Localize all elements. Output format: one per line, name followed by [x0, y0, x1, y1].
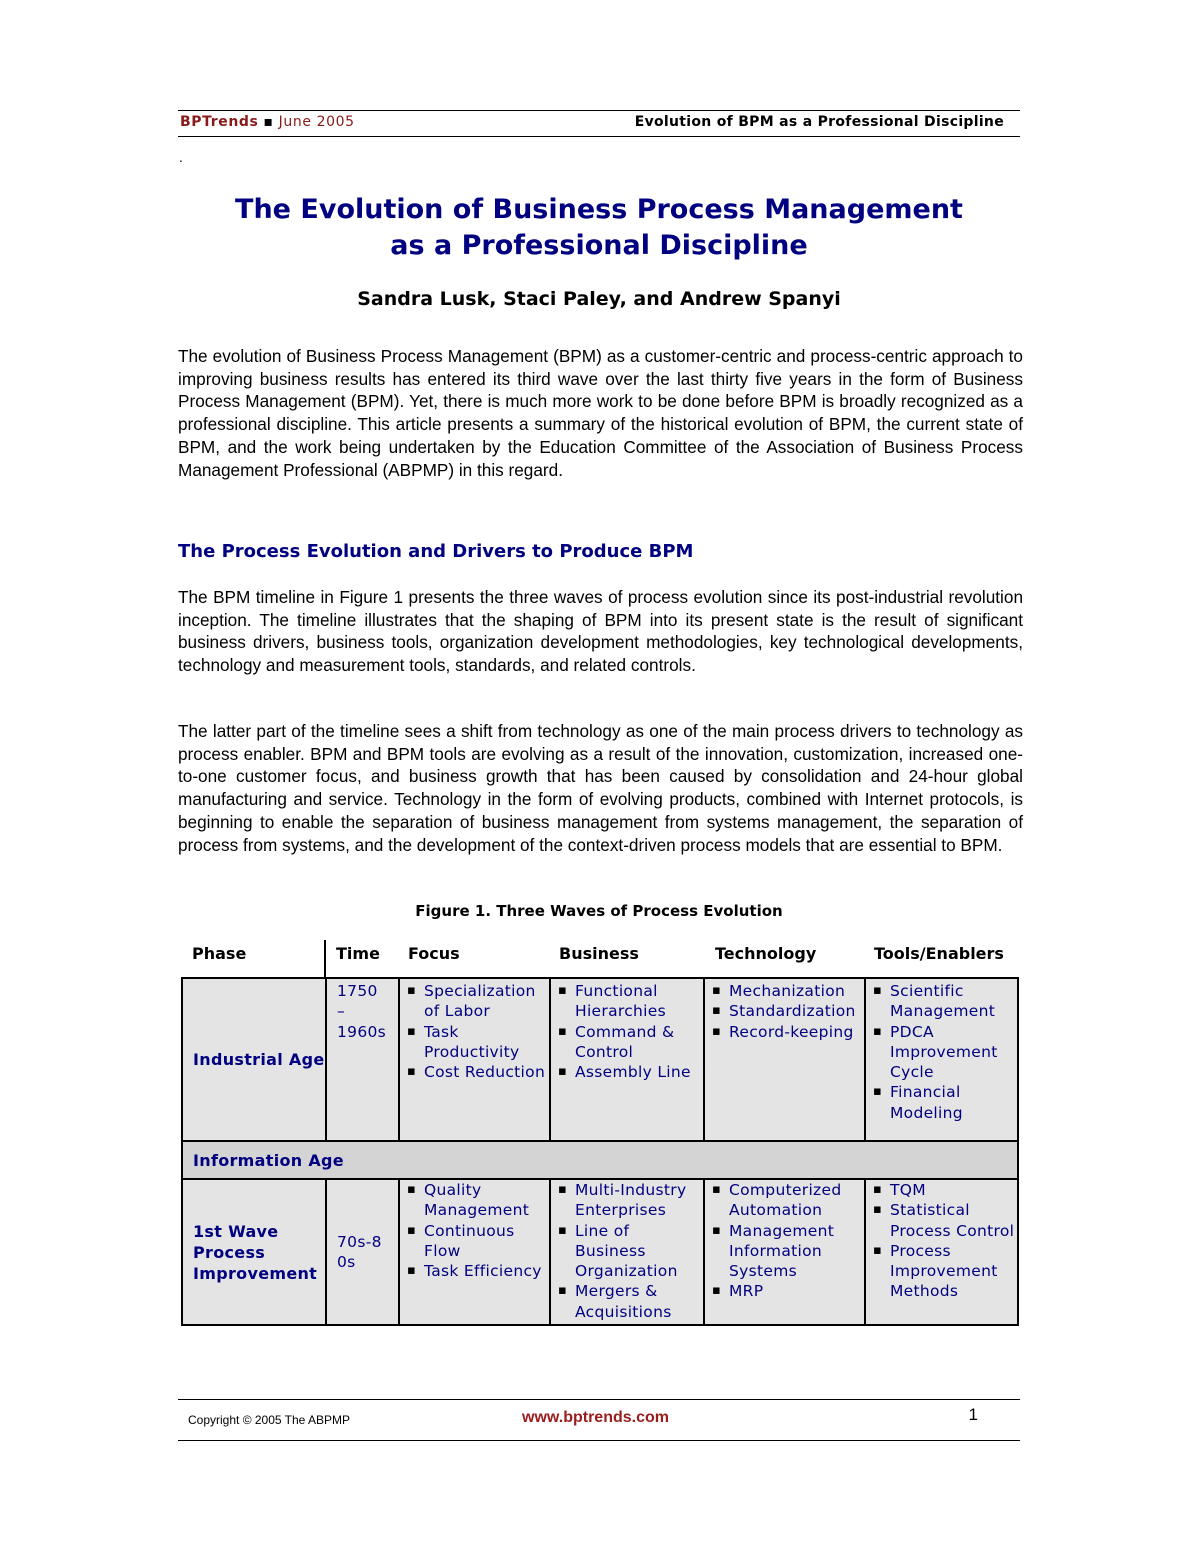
list-item: ▪ Management Information Systems: [729, 1221, 864, 1282]
row-phase-label: 1st Wave Process Improvement: [193, 1221, 318, 1283]
list-item: ▪ Standardization: [729, 1001, 864, 1021]
technology-list: [705, 1180, 864, 1302]
list-item: ▪ Mergers & Acquisitions: [575, 1281, 703, 1322]
col-header-business: Business: [559, 944, 639, 963]
section-heading: The Process Evolution and Drivers to Produce BPM: [178, 541, 694, 562]
list-item: ▪ Line of Business Organization: [575, 1221, 703, 1282]
row-time-value: 70s-80s: [337, 1232, 382, 1271]
list-item: ▪ Statistical Process Control: [890, 1200, 1017, 1241]
row-business-cell: [551, 1180, 705, 1326]
list-item: ▪ Computerized Automation: [729, 1180, 864, 1221]
tools-list: [866, 981, 1017, 1123]
article-authors: Sandra Lusk, Staci Paley, and Andrew Spanyi: [357, 288, 841, 310]
header-title: Evolution of BPM as a Professional Discipline: [634, 114, 1004, 130]
list-item: ▪ Mechanization: [729, 981, 864, 1001]
list-item: ▪ TQM: [890, 1180, 1017, 1200]
list-item: ▪ Continuous Flow: [424, 1221, 549, 1262]
row-focus-cell: [400, 979, 551, 1142]
list-item: ▪ Process Improvement Methods: [890, 1241, 1017, 1302]
list-item: ▪ Scientific Management: [890, 981, 1017, 1022]
row-time-cell: 1750 – 1960s: [327, 979, 400, 1142]
body-paragraph-1: The BPM timeline in Figure 1 presents the three waves of process evolution since its post-industrial revolution inception. The timeline illustrates that the shaping of BPM into its present state is the result of significant business drivers, business tools, organization development methodologies, key technological developments, technology and measurement tools, standards, and related controls.: [178, 587, 1023, 676]
body-paragraph-2: The latter part of the timeline sees a shift from technology as one of the main process drivers to technology as process enabler. BPM and BPM tools are evolving as a result of the innovation, customization, increased one-to-one customer focus, and business growth that has been caused by consolidation and 24-hour global manufacturing and service. Technology in the form of evolving products, combined with Internet protocols, is beginning to enable the separation of business management from systems management, the separation of process from systems, and the development of the context-driven process models that are essential to BPM.: [178, 721, 1023, 855]
list-item: ▪ Quality Management: [424, 1180, 549, 1221]
row-phase-label: Industrial Age: [193, 1050, 325, 1069]
list-item: ▪ Record-keeping: [729, 1022, 864, 1042]
list-item: ▪ Cost Reduction: [424, 1062, 549, 1082]
row-tools-cell: [866, 1180, 1019, 1326]
footer-copyright: Copyright © 2005 The ABPMP: [188, 1413, 351, 1427]
focus-list: [400, 1180, 549, 1281]
row-tools-cell: [866, 979, 1019, 1142]
list-item: ▪ Functional Hierarchies: [575, 981, 703, 1022]
col-header-time: Time: [336, 944, 380, 963]
page-number: 1: [968, 1405, 978, 1424]
row-business-cell: [551, 979, 705, 1142]
evolution-table: [181, 940, 1019, 1326]
running-header: [178, 110, 1020, 137]
row-technology-cell: [705, 1180, 866, 1326]
list-item: ▪ Command & Control: [575, 1022, 703, 1063]
article-title: [178, 192, 1020, 264]
footer-url-link[interactable]: www.bptrends.com: [522, 1409, 669, 1426]
business-list: [551, 1180, 703, 1322]
col-header-focus: Focus: [408, 944, 460, 963]
list-item: ▪ Specialization of Labor: [424, 981, 549, 1022]
technology-list: [705, 981, 864, 1042]
header-divider: [324, 940, 326, 978]
header-date: June 2005: [278, 114, 355, 130]
row-focus-cell: [400, 1180, 551, 1326]
list-item: ▪ Task Efficiency: [424, 1261, 549, 1281]
span-row-label: Information Age: [193, 1150, 344, 1170]
row-time-cell: [327, 1180, 400, 1326]
list-item: ▪ MRP: [729, 1281, 864, 1301]
header-brand: BPTrends: [180, 114, 259, 130]
row-phase-cell: [183, 979, 327, 1142]
stray-mark: .: [179, 151, 183, 165]
list-item: ▪ Task Productivity: [424, 1022, 549, 1063]
list-item: ▪ Financial Modeling: [890, 1082, 1017, 1123]
span-row-cell: [183, 1142, 1019, 1180]
list-item: ▪ Assembly Line: [575, 1062, 703, 1082]
abstract-paragraph: The evolution of Business Process Management (BPM) as a customer-centric and process-centric approach to improving business results has entered its third wave over the last thirty five years in the form of Business Process Management (BPM). Yet, there is much more work to be done before BPM is broadly recognized as a professional discipline. This article presents a summary of the historical evolution of BPM, the current state of BPM, and the work being undertaken by the Education Committee of the Association of Business Process Management Professional (ABPMP) in this regard.: [178, 346, 1023, 480]
col-header-technology: Technology: [715, 944, 817, 963]
col-header-tools: Tools/Enablers: [874, 944, 1004, 963]
row-phase-cell: [183, 1180, 327, 1326]
page-footer: [178, 1399, 1020, 1441]
header-separator: ▪: [258, 114, 279, 130]
list-item: ▪ Multi-Industry Enterprises: [575, 1180, 703, 1221]
col-header-phase: Phase: [192, 944, 247, 963]
row-technology-cell: [705, 979, 866, 1142]
article-title-line-2: as a Professional Discipline: [390, 230, 808, 261]
article-title-line-1: The Evolution of Business Process Management: [235, 194, 963, 225]
header-left: [180, 114, 355, 130]
business-list: [551, 981, 703, 1082]
figure-caption: Figure 1. Three Waves of Process Evolution: [415, 902, 783, 920]
focus-list: [400, 981, 549, 1082]
tools-list: [866, 1180, 1017, 1302]
list-item: ▪ PDCA Improvement Cycle: [890, 1022, 1017, 1083]
